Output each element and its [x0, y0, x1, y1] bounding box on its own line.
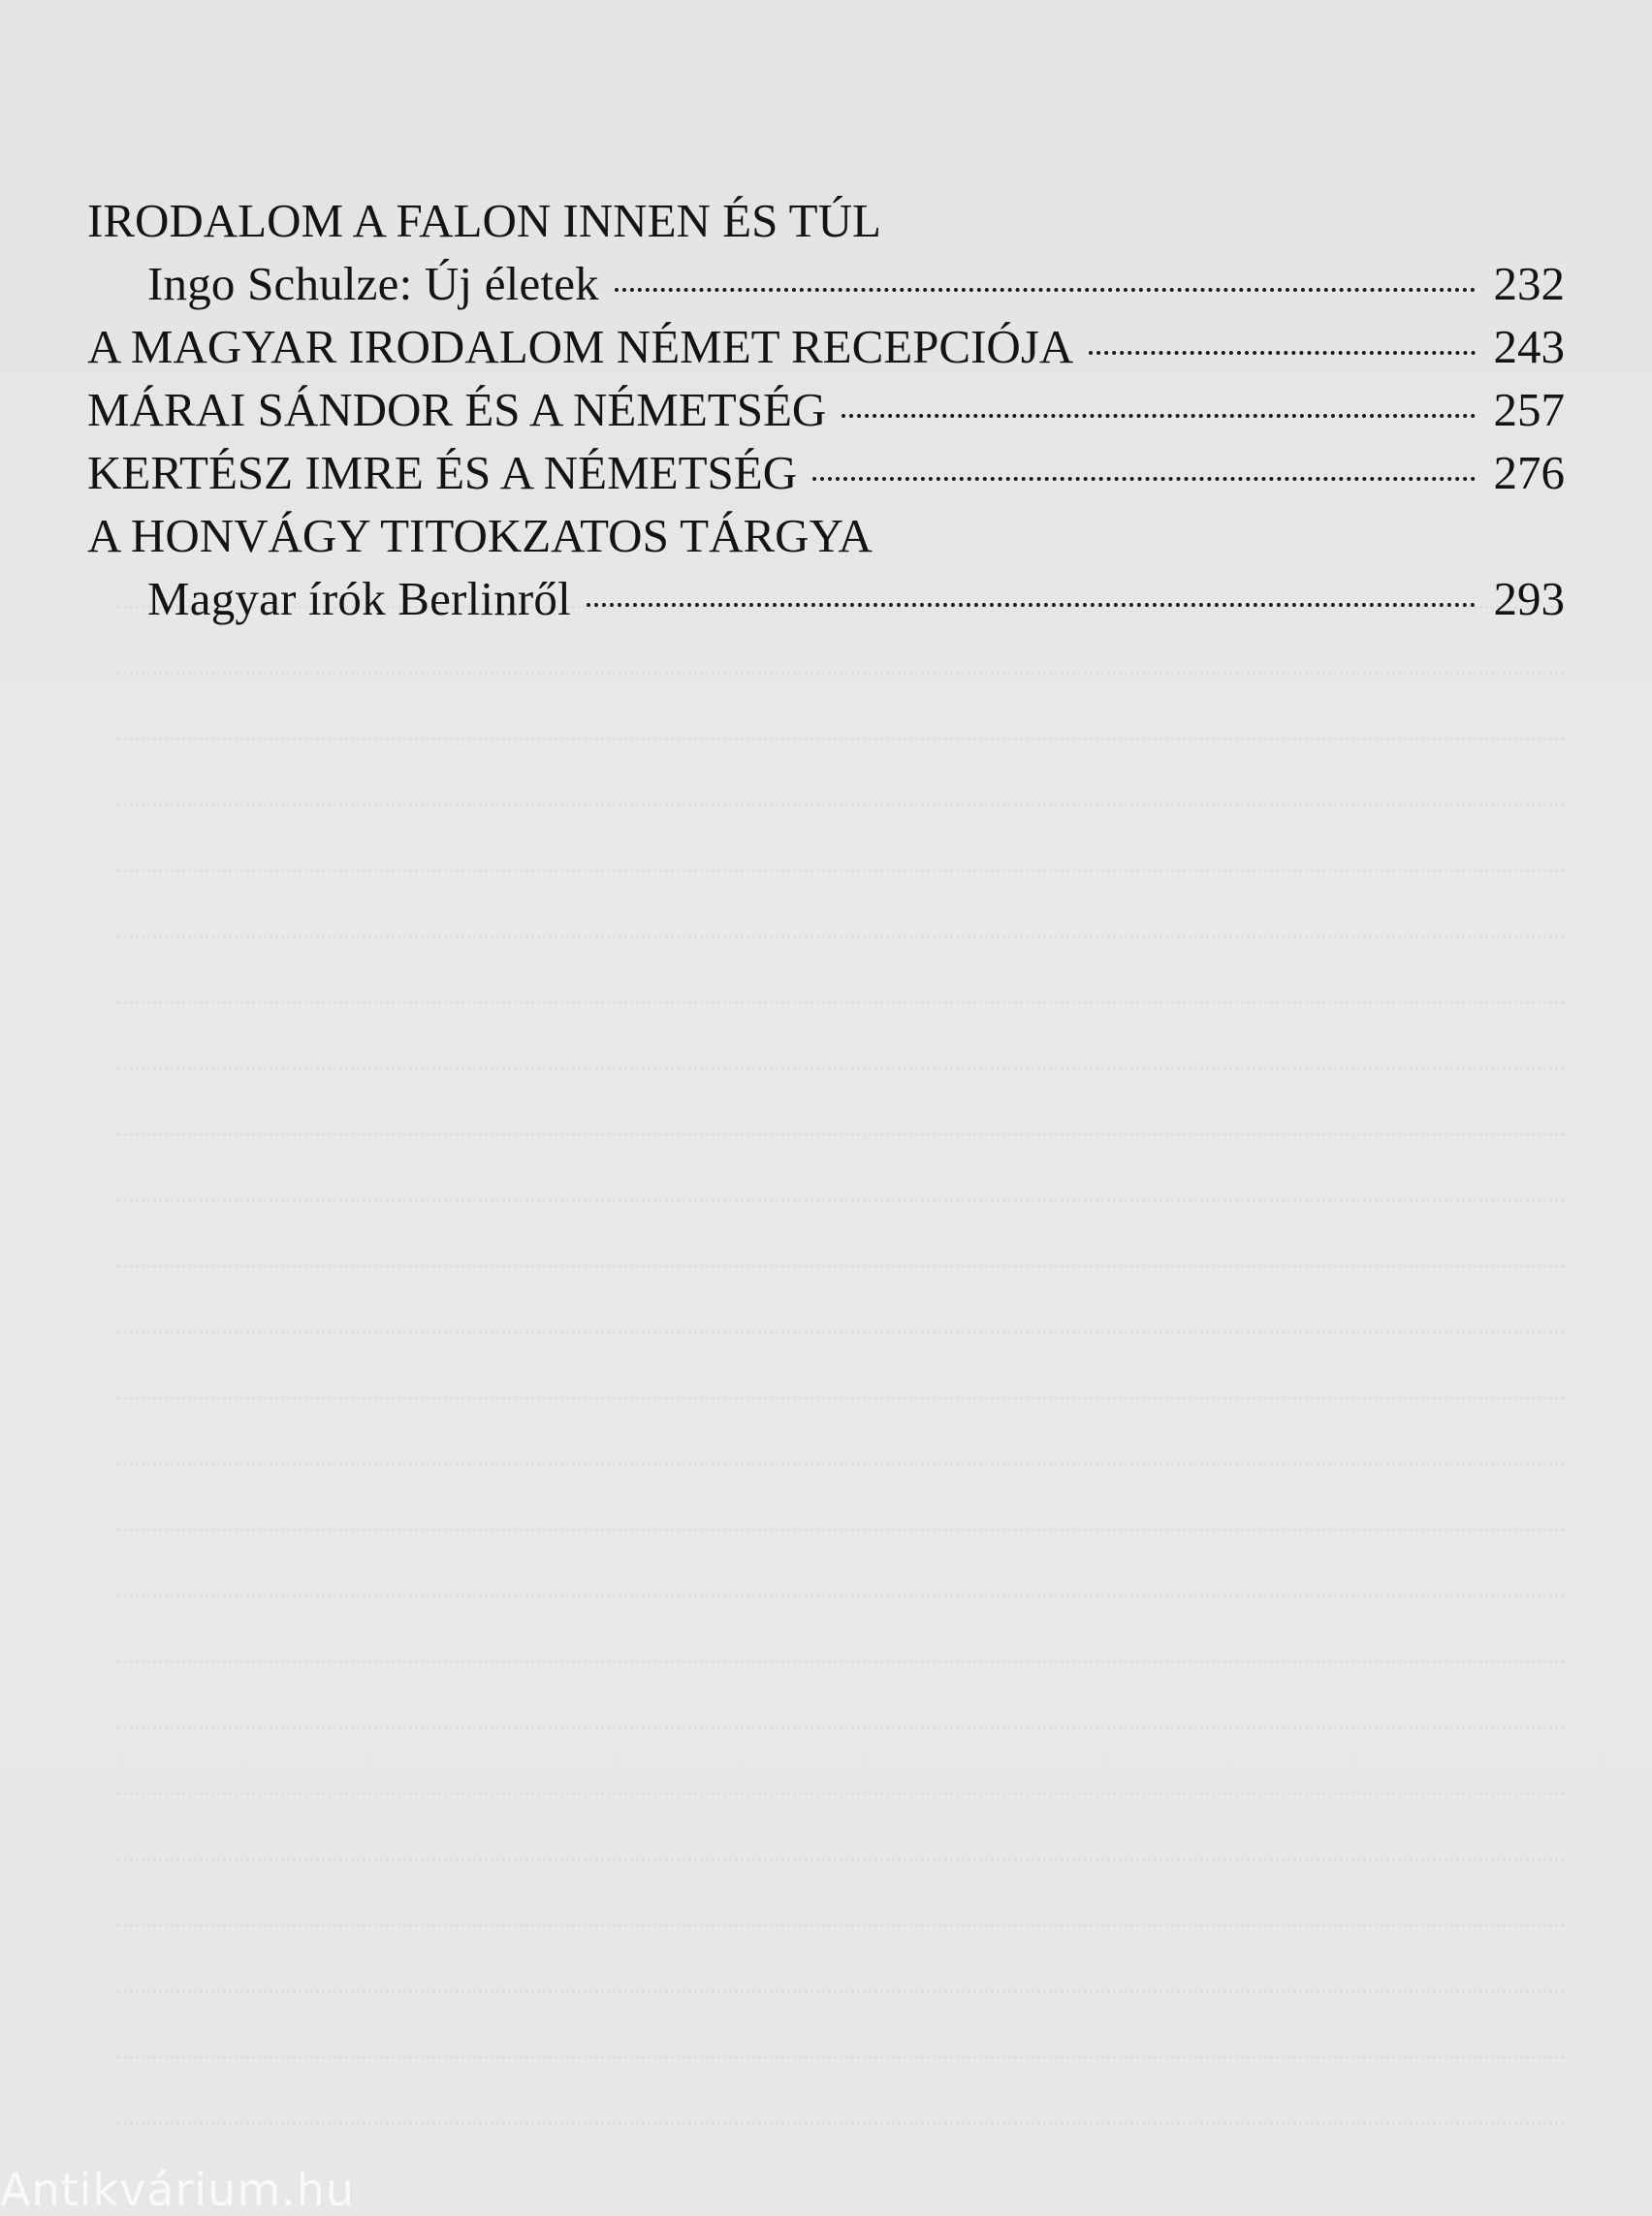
toc-entry: [87, 315, 1565, 378]
table-of-contents: [87, 189, 1565, 630]
toc-page-number: 293: [1493, 572, 1565, 625]
show-through-background: [0, 543, 1652, 2202]
toc-entry: [87, 567, 1565, 630]
toc-entry-title: A MAGYAR IRODALOM NÉMET RECEPCIÓJA: [87, 320, 1074, 373]
leader-dots: [842, 414, 1476, 418]
toc-entry-title: Ingo Schulze: Új életek: [147, 257, 599, 310]
toc-page-number: 243: [1493, 320, 1565, 373]
toc-entry-title: KERTÉSZ IMRE ÉS A NÉMETSÉG: [87, 446, 798, 499]
toc-page-number: 232: [1493, 257, 1565, 310]
toc-entry: [87, 252, 1565, 315]
leader-dots: [587, 603, 1476, 607]
toc-entry-title: IRODALOM A FALON INNEN ÉS TÚL: [87, 194, 881, 247]
toc-entry-title: A HONVÁGY TITOKZATOS TÁRGYA: [87, 509, 873, 562]
toc-entry: [87, 378, 1565, 441]
leader-dots: [615, 288, 1476, 292]
toc-entry-title: MÁRAI SÁNDOR ÉS A NÉMETSÉG: [87, 383, 827, 436]
toc-entry: [87, 504, 1565, 567]
toc-page-number: 276: [1493, 446, 1565, 499]
toc-entry-title: Magyar írók Berlinről: [147, 572, 571, 625]
toc-entry: [87, 441, 1565, 504]
leader-dots: [812, 477, 1476, 481]
leader-dots: [1089, 351, 1476, 355]
toc-entry: [87, 189, 1565, 252]
watermark-text: Antikvárium.hu: [0, 2164, 356, 2216]
toc-page-number: 257: [1493, 383, 1565, 436]
